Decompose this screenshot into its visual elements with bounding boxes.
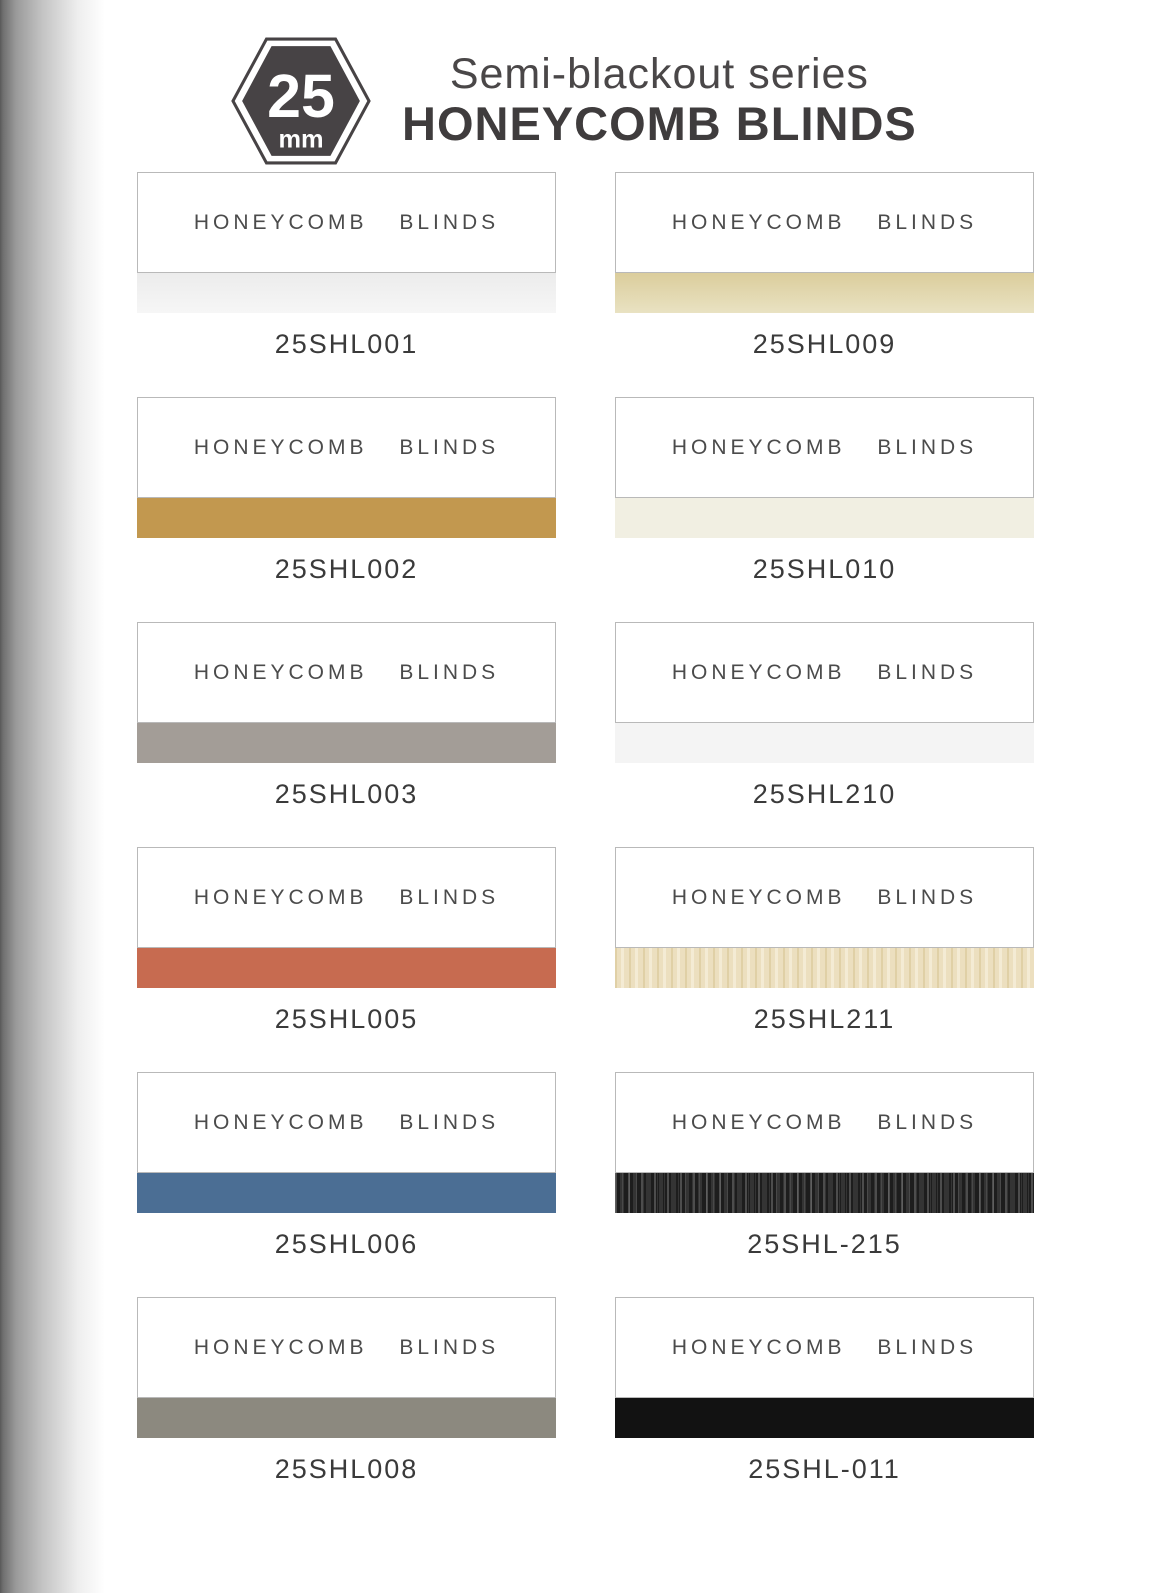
card-brand-label: HONEYCOMB BLINDS: [671, 885, 978, 909]
swatch-code: 25SHL-215: [747, 1229, 902, 1259]
swatch-code: 25SHL210: [752, 779, 897, 809]
card-brand-label: HONEYCOMB BLINDS: [193, 1110, 500, 1134]
swatch-card: [137, 397, 556, 498]
fabric-color-strip: [615, 723, 1034, 763]
swatch-item: [137, 622, 556, 847]
swatch-card: [615, 172, 1034, 273]
fabric-color-strip: [137, 948, 556, 988]
fabric-color-strip: [137, 498, 556, 538]
25mm-hexagon-logo-icon: [228, 34, 374, 168]
swatch-item: [137, 172, 556, 397]
swatch-item: [615, 847, 1034, 1072]
swatch-code: 25SHL211: [753, 1004, 896, 1034]
swatch-card: [137, 1297, 556, 1398]
swatch-card: [615, 397, 1034, 498]
card-brand-label: HONEYCOMB BLINDS: [671, 435, 978, 459]
card-brand-label: HONEYCOMB BLINDS: [671, 660, 978, 684]
card-brand-label: HONEYCOMB BLINDS: [193, 660, 500, 684]
swatch-code: 25SHL-011: [748, 1454, 901, 1484]
swatch-item: [615, 1072, 1034, 1297]
card-brand-label: HONEYCOMB BLINDS: [671, 210, 978, 234]
card-brand-label: HONEYCOMB BLINDS: [193, 210, 500, 234]
series-subtitle: Semi-blackout series: [449, 49, 869, 98]
fabric-color-strip: [615, 498, 1034, 538]
swatch-item: [615, 622, 1034, 847]
header-titles: [402, 51, 917, 151]
card-brand-label: HONEYCOMB BLINDS: [671, 1110, 978, 1134]
swatch-card: [615, 622, 1034, 723]
card-brand-label: HONEYCOMB BLINDS: [193, 1335, 500, 1359]
swatch-item: [615, 1297, 1034, 1522]
fabric-color-strip: [137, 1173, 556, 1213]
card-brand-label: HONEYCOMB BLINDS: [193, 435, 500, 459]
swatch-card: [137, 622, 556, 723]
swatch-card: [137, 847, 556, 948]
swatch-card: [615, 1297, 1034, 1398]
swatch-card: [615, 1072, 1034, 1173]
fabric-color-strip: [615, 1398, 1034, 1438]
swatch-code: 25SHL006: [274, 1229, 419, 1259]
logo-size-text: 25: [267, 61, 335, 130]
card-brand-label: HONEYCOMB BLINDS: [193, 885, 500, 909]
swatch-item: [615, 172, 1034, 397]
fabric-color-strip: [615, 273, 1034, 313]
swatch-code: 25SHL002: [274, 554, 419, 584]
swatch-code: 25SHL001: [274, 329, 419, 359]
card-brand-label: HONEYCOMB BLINDS: [671, 1335, 978, 1359]
swatch-code: 25SHL003: [274, 779, 419, 809]
swatch-card: [615, 847, 1034, 948]
page-header: [228, 0, 1170, 168]
swatch-item: [137, 1297, 556, 1522]
swatch-item: [137, 397, 556, 622]
fabric-color-strip: [137, 273, 556, 313]
swatch-code: 25SHL008: [274, 1454, 419, 1484]
swatch-item: [137, 847, 556, 1072]
swatch-card: [137, 172, 556, 273]
fabric-color-strip: [137, 1398, 556, 1438]
swatch-card: [137, 1072, 556, 1173]
swatch-item: [137, 1072, 556, 1297]
swatch-code: 25SHL009: [752, 329, 897, 359]
fabric-color-strip: [615, 1173, 1034, 1213]
fabric-color-strip: [615, 948, 1034, 988]
swatch-grid: [137, 172, 1034, 1522]
swatch-code: 25SHL005: [274, 1004, 419, 1034]
fabric-color-strip: [137, 723, 556, 763]
swatch-code: 25SHL010: [752, 554, 897, 584]
swatch-item: [615, 397, 1034, 622]
logo-unit-text: mm: [278, 125, 324, 154]
page-title: HONEYCOMB BLINDS: [402, 96, 917, 150]
page-curl-shadow: [0, 0, 105, 1593]
